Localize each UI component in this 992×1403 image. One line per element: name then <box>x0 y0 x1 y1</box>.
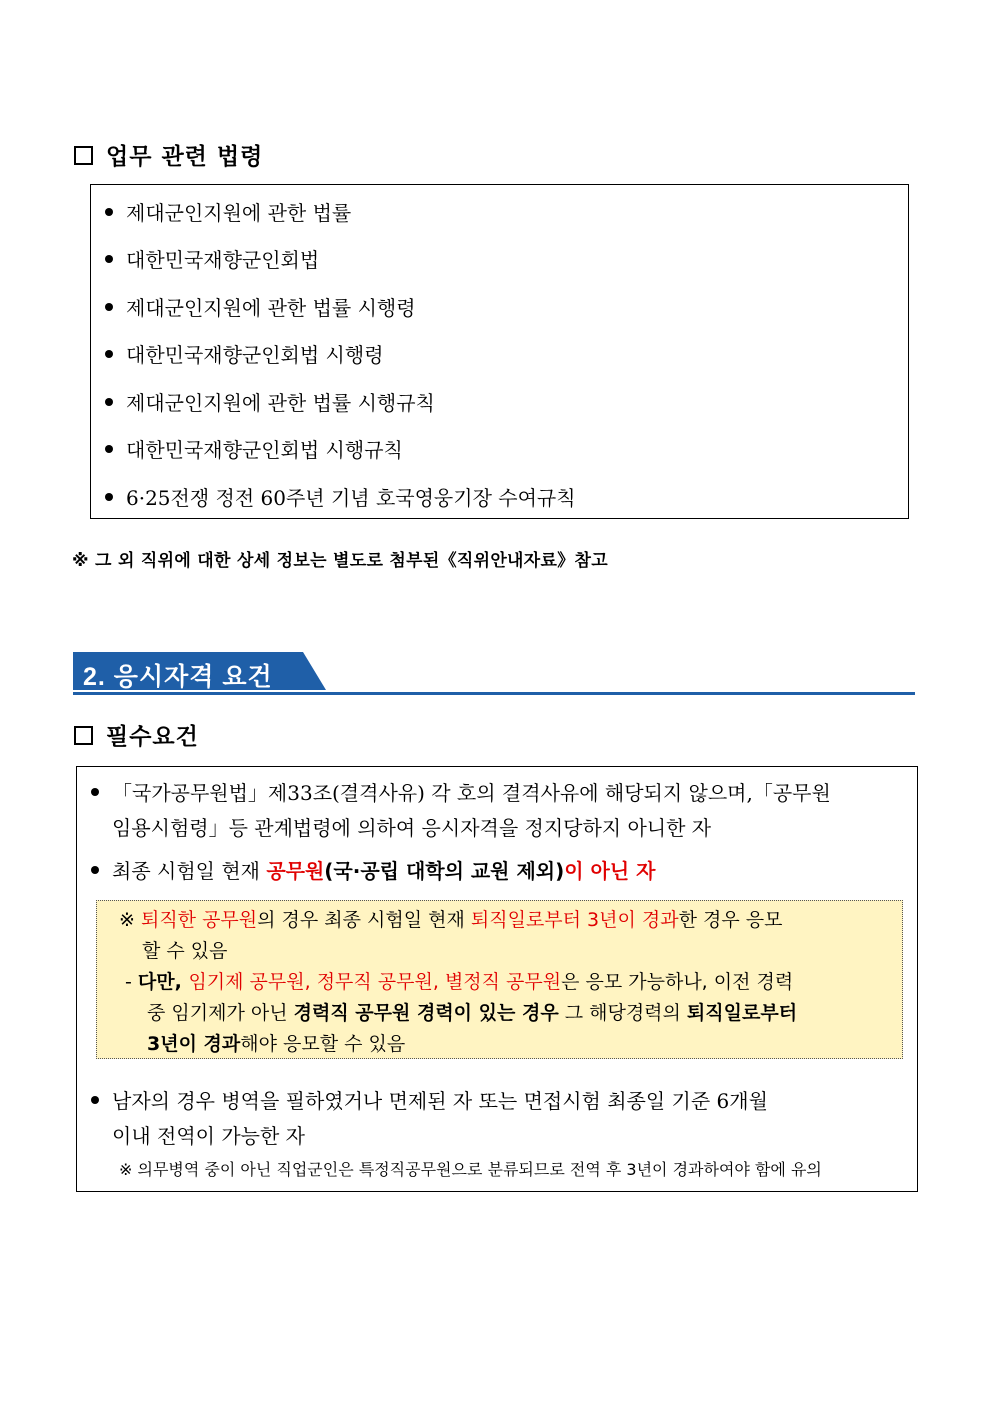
list-item <box>105 434 403 463</box>
requirement-item <box>91 855 655 884</box>
note-text: 은 응모 가능하나, 이전 경력 <box>561 971 794 993</box>
bullet-icon <box>105 303 113 311</box>
bold-text: 다만, <box>137 971 189 993</box>
note-line: 할 수 있음 <box>142 940 228 962</box>
note-text: 의 경우 최종 시험일 현재 <box>257 909 471 931</box>
bullet-icon <box>91 788 99 796</box>
section-title-bar <box>73 652 915 697</box>
note-text: 한 경우 응모 <box>678 909 783 931</box>
military-note: ※ 의무병역 중이 아닌 직업군인은 특정직공무원으로 분류되므로 전역 후 3년이 경과하여야 함에 유의 <box>119 1160 822 1179</box>
checkbox-square-icon <box>74 146 93 165</box>
highlight-text: 퇴직한 공무원 <box>140 909 258 931</box>
bold-text: (국·공립 대학의 교원 제외) <box>324 859 565 883</box>
requirements-heading <box>74 718 199 751</box>
bold-text: 퇴직일로부터 <box>686 1002 798 1024</box>
highlight-text: 이 아닌 자 <box>564 859 656 883</box>
requirement-text: 최종 시험일 현재 <box>112 859 267 883</box>
reference-note: ※ 그 외 직위에 대한 상세 정보는 별도로 첨부된《직위안내자료》참고 <box>72 551 608 571</box>
requirements-heading-text: 필수요건 <box>106 724 199 750</box>
requirement-text-cont: 임용시험령」등 관계법령에 의하여 응시자격을 정지당하지 아니한 자 <box>112 816 712 840</box>
list-item <box>105 292 416 321</box>
highlight-text: 임기제 공무원, 정무직 공무원, 별정직 공무원 <box>188 971 562 993</box>
note-line <box>125 967 793 994</box>
bullet-icon <box>105 208 113 216</box>
bullet-icon <box>91 1096 99 1104</box>
requirements-box <box>76 766 918 1192</box>
requirement-text: 「국가공무원법」제33조(결격사유) 각 호의 결격사유에 해당되지 않으며,「공무원 <box>112 781 831 805</box>
section-title: 2. 응시자격 요건 <box>83 663 273 691</box>
requirement-item <box>91 1085 768 1114</box>
bullet-icon <box>91 866 99 874</box>
law-item-text: 대한민국재향군인회법 <box>126 248 320 272</box>
note-text: 중 임기제가 아닌 <box>147 1002 294 1024</box>
law-item-text: 제대군인지원에 관한 법률 <box>126 201 352 225</box>
law-item-text: 대한민국재향군인회법 시행규칙 <box>126 438 403 462</box>
bullet-icon <box>105 398 113 406</box>
requirement-text: 남자의 경우 병역을 필하였거나 면제된 자 또는 면접시험 최종일 기준 6개월 <box>112 1089 768 1113</box>
requirement-text-cont: 이내 전역이 가능한 자 <box>112 1124 305 1148</box>
bold-text: 경력직 공무원 경력이 있는 경우 <box>293 1002 559 1024</box>
list-item <box>105 197 351 226</box>
bullet-icon <box>105 445 113 453</box>
law-item-text: 제대군인지원에 관한 법률 시행규칙 <box>126 391 435 415</box>
note-mark: ※ <box>119 909 141 931</box>
note-text: 해야 응모할 수 있음 <box>240 1033 406 1055</box>
list-item <box>105 387 435 416</box>
bullet-icon <box>105 493 113 501</box>
laws-heading <box>74 138 263 171</box>
bold-text: 3년이 경과 <box>147 1033 241 1055</box>
highlight-text: 퇴직일로부터 3년이 경과 <box>470 909 679 931</box>
list-item <box>105 339 384 368</box>
bullet-icon <box>105 350 113 358</box>
retired-official-note <box>96 900 903 1059</box>
checkbox-square-icon <box>74 726 93 745</box>
laws-heading-text: 업무 관련 법령 <box>106 144 264 170</box>
list-item <box>105 244 319 273</box>
law-item-text: 제대군인지원에 관한 법률 시행령 <box>126 296 416 320</box>
highlight-text: 공무원 <box>266 859 325 883</box>
bullet-icon <box>105 255 113 263</box>
list-item <box>105 482 576 511</box>
note-line <box>147 1029 405 1056</box>
note-line <box>147 998 797 1025</box>
law-item-text: 6·25전쟁 정전 60주년 기념 호국영웅기장 수여규칙 <box>126 486 576 510</box>
note-text: 그 해당경력의 <box>558 1002 687 1024</box>
note-line <box>119 905 782 932</box>
law-item-text: 대한민국재향군인회법 시행령 <box>126 343 384 367</box>
requirement-item <box>91 777 831 806</box>
note-dash: - <box>125 971 138 993</box>
laws-box <box>90 184 909 519</box>
